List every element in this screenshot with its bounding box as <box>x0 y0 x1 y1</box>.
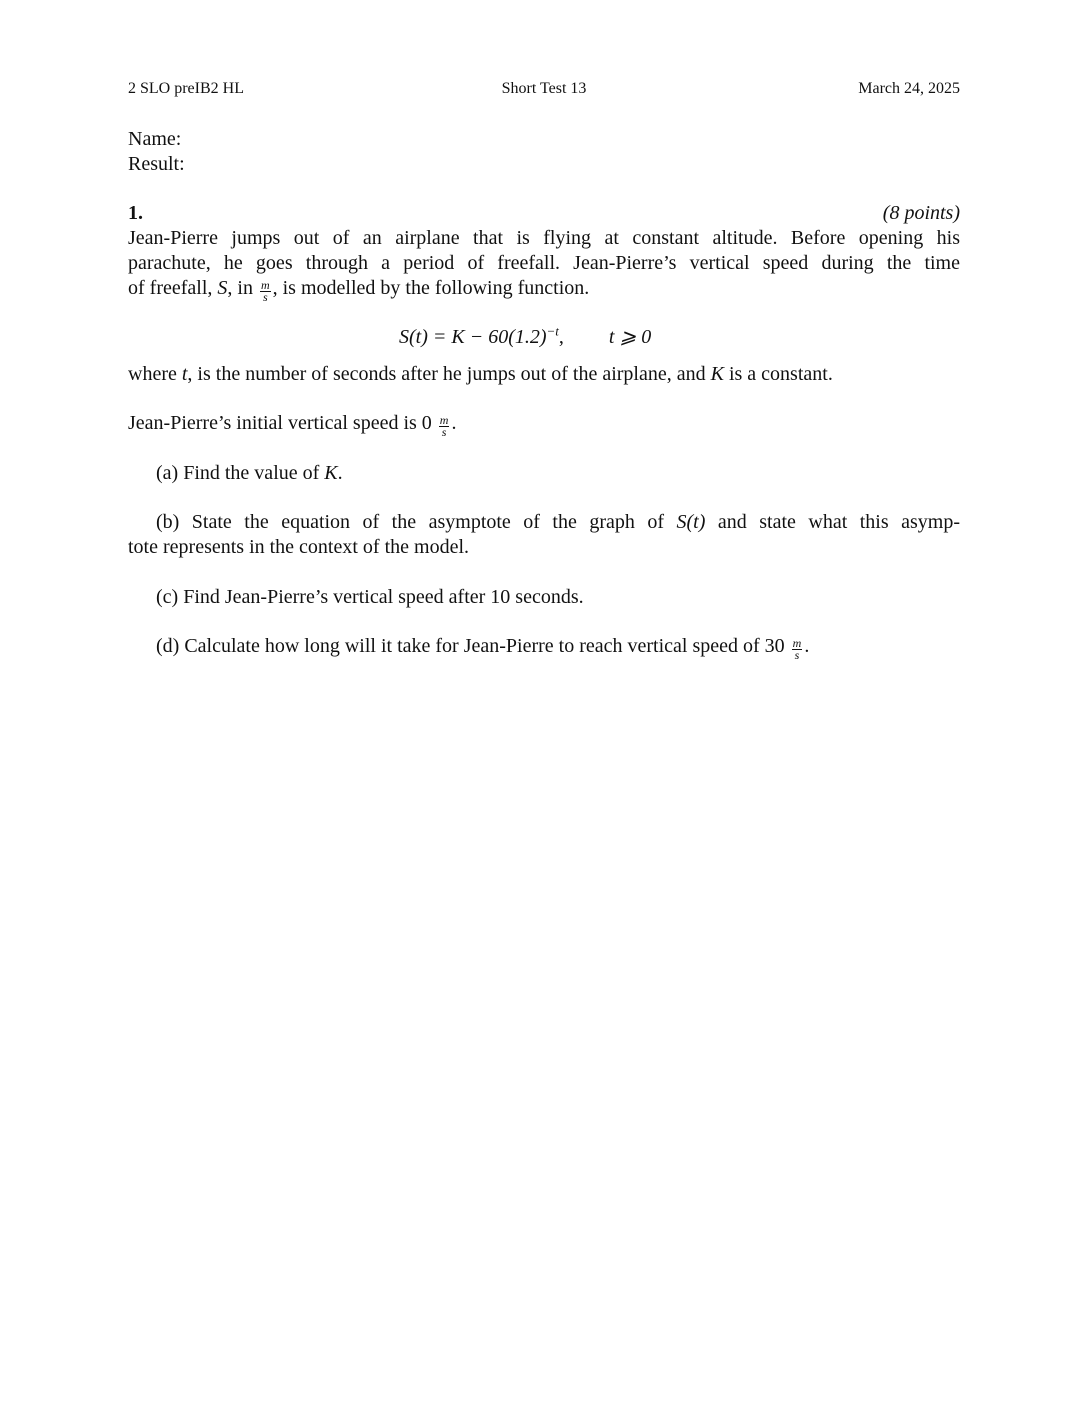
intro-line-1: Jean-Pierre jumps out of an airplane that is flying at constant altitude. Before opening his <box>128 227 960 249</box>
variable-t: t <box>181 363 188 385</box>
formula-separator: , <box>558 326 564 348</box>
header-test-title: Short Test 13 <box>501 80 587 97</box>
unit-fraction: $\frac{m}{s}$ <box>260 278 270 304</box>
formula-lhs: S(t) = K − 60(1.2) <box>399 326 547 348</box>
variable-s: S <box>217 277 228 299</box>
model-formula <box>399 325 651 350</box>
function-s-of-t: S(t) <box>676 511 706 533</box>
unit-fraction: $\frac{m}{s}$ <box>792 636 802 662</box>
formula-exponent: −t <box>546 323 559 339</box>
part-c: (c) Find Jean-Pierre’s vertical speed after 10 seconds. <box>156 586 584 608</box>
question-heading <box>128 201 960 226</box>
part-d: (d) Calculate how long will it take for Jean-Pierre to reach vertical speed of 30 $\frac{m}{s}$ . <box>156 635 810 662</box>
question-number: 1. <box>128 202 143 224</box>
where-line: where t, is the number of seconds after he jumps out of the airplane, and K is a constant. <box>128 363 833 385</box>
variable-k: K <box>324 462 338 484</box>
formula-domain: t ⩾ 0 <box>608 326 652 348</box>
intro-text: , in <box>227 277 258 299</box>
intro-line-3 <box>128 276 960 303</box>
result-label: Result: <box>128 153 185 175</box>
intro-text: of freefall, <box>128 277 218 299</box>
part-a: (a) Find the value of K. <box>156 462 343 484</box>
intro-line-2: parachute, he goes through a period of freefall. Jean-Pierre’s vertical speed during the time <box>128 252 960 274</box>
header-class: 2 SLO preIB2 HL <box>128 80 244 97</box>
part-b-line-1: (b) State the equation of the asymptote of the graph of S(t) and state what this asymp- <box>156 511 960 533</box>
part-b-line-2: tote represents in the context of the model. <box>128 536 470 558</box>
name-label: Name: <box>128 128 182 150</box>
unit-fraction: $\frac{m}{s}$ <box>439 413 449 439</box>
intro-text: , is modelled by the following function. <box>272 277 590 299</box>
page-header <box>128 76 960 100</box>
variable-k: K <box>710 363 724 385</box>
initial-speed-line: Jean-Pierre’s initial vertical speed is 0 $\frac{m}{s}$ . <box>128 412 457 439</box>
question-points: (8 points) <box>882 202 960 224</box>
header-date: March 24, 2025 <box>858 80 960 97</box>
